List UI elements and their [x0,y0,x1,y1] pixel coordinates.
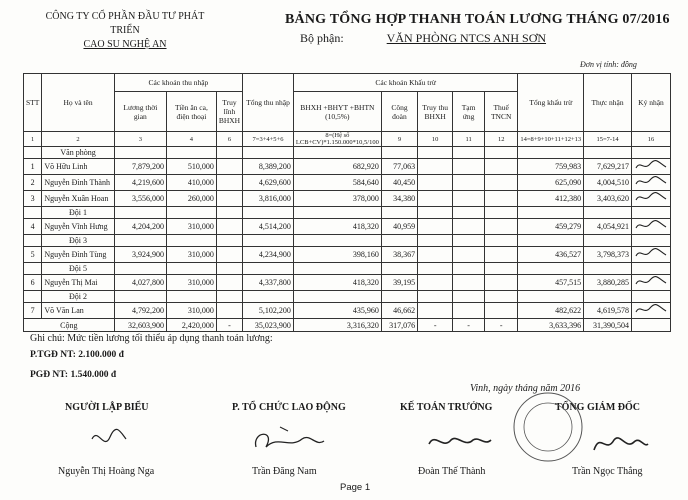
empty-cell [453,235,485,247]
column-number: 2 [42,132,114,147]
empty-cell [484,235,517,247]
cell-bhxh: 398,160 [293,247,381,263]
empty-cell [453,291,485,303]
cell-bhxh: 418,320 [293,275,381,291]
cell-ins [216,191,242,207]
empty-cell [518,263,584,275]
column-number: 4 [167,132,217,147]
empty-cell [381,207,417,219]
header-bhxh-back: Truy thu BHXH [418,92,453,132]
signer-role-1: NGƯỜI LẬP BIỂU [65,402,149,413]
signature-mark [634,191,668,204]
header-union: Công đoàn [381,92,417,132]
cell-adv [453,303,485,319]
row-stt: 6 [24,275,42,291]
cell-bhxh: 682,920 [293,159,381,175]
department [300,31,546,46]
cell-net: 7,629,217 [584,159,632,175]
table-row [24,303,671,319]
table-row [24,175,671,191]
header-total-deduction: Tổng khấu trừ [518,74,584,132]
row-name: Nguyễn Đình Thành [42,175,114,191]
cell-salary: 3,556,000 [114,191,166,207]
empty-cell [216,235,242,247]
signer-role-3: KẾ TOÁN TRƯỞNG [400,402,493,413]
column-number-row [24,132,671,147]
signature-mark [634,275,668,288]
group-label: Đội 2 [42,291,114,303]
cell-ins [216,303,242,319]
cell-salary: 4,219,600 [114,175,166,191]
cell-total: 4,337,800 [243,275,294,291]
header-name: Họ và tên [42,74,114,132]
signature-4 [590,428,650,458]
empty-cell [114,147,166,159]
empty-cell [167,235,217,247]
empty-cell [418,147,453,159]
cell-net: 3,798,373 [584,247,632,263]
total-ins: - [216,319,242,332]
signature-cell [631,275,670,291]
cell-back [418,175,453,191]
cell-tax [484,275,517,291]
group-label: Đội 1 [42,207,114,219]
empty-cell [381,147,417,159]
total-back: - [418,319,453,332]
empty-cell [453,263,485,275]
empty-cell [418,291,453,303]
cell-meal: 310,000 [167,247,217,263]
group-label: Đội 5 [42,263,114,275]
header-meal: Tiền ăn ca, điện thoại [167,92,217,132]
group-label: Văn phòng [42,147,114,159]
header-tax: Thuế TNCN [484,92,517,132]
column-number: 15=7-14 [584,132,632,147]
group-row [24,147,671,159]
cell-ded: 412,380 [518,191,584,207]
header-sign: Ký nhận [631,74,670,132]
empty-cell [243,291,294,303]
group-stt [24,263,42,275]
cell-adv [453,219,485,235]
cell-union: 34,380 [381,191,417,207]
cell-ins [216,247,242,263]
cell-meal: 410,000 [167,175,217,191]
header-stt: STT [24,74,42,132]
empty-cell [243,147,294,159]
empty-cell [114,207,166,219]
company-line2: CAO SU NGHỆ AN [83,39,167,50]
empty-cell [484,291,517,303]
cell-ins [216,275,242,291]
total-meal: 2,420,000 [167,319,217,332]
empty-cell [293,291,381,303]
column-number: 16 [631,132,670,147]
table-row [24,191,671,207]
cell-net: 4,054,921 [584,219,632,235]
empty-cell [114,263,166,275]
empty-cell [381,263,417,275]
total-adv: - [453,319,485,332]
empty-cell [418,263,453,275]
payroll-table [23,73,671,332]
company-name [40,10,210,52]
row-stt: 4 [24,219,42,235]
cell-adv [453,275,485,291]
cell-tax [484,191,517,207]
header-deduction-group: Các khoản Khấu trừ [293,74,517,92]
empty-cell [631,207,670,219]
table-row [24,247,671,263]
row-name: Nguyễn Xuân Hoan [42,191,114,207]
cell-total: 3,816,000 [243,191,294,207]
cell-union: 40,959 [381,219,417,235]
empty-cell [518,235,584,247]
signer-name-3: Đoàn Thế Thành [418,466,486,477]
signature-mark [634,303,668,316]
signature-cell [631,191,670,207]
empty-cell [584,207,632,219]
column-number: 6 [216,132,242,147]
cell-back [418,159,453,175]
company-line1: CÔNG TY CỔ PHẦN ĐẦU TƯ PHÁT TRIỂN [45,11,205,36]
column-number: 11 [453,132,485,147]
signature-cell [631,175,670,191]
department-value: VĂN PHÒNG NTCS ANH SƠN [386,31,547,45]
empty-cell [293,147,381,159]
group-stt [24,207,42,219]
empty-cell [484,147,517,159]
empty-cell [484,263,517,275]
group-row [24,207,671,219]
company-seal [498,385,598,465]
cell-net: 3,403,620 [584,191,632,207]
cell-meal: 310,000 [167,275,217,291]
cell-ins [216,219,242,235]
cell-bhxh: 435,960 [293,303,381,319]
empty-cell [293,207,381,219]
cell-ded: 482,622 [518,303,584,319]
header-bhxh: BHXH +BHYT +BHTN (10,5%) [293,92,381,132]
column-number: 8=(Hệ số LCB+CV)*1.150.000*10,5/100 [293,132,381,147]
cell-union: 40,450 [381,175,417,191]
cell-meal: 260,000 [167,191,217,207]
total-ded: 3,633,396 [518,319,584,332]
empty-cell [418,207,453,219]
row-name: Nguyễn Thị Mai [42,275,114,291]
column-number: 3 [114,132,166,147]
cell-net: 4,619,578 [584,303,632,319]
header-salary: Lương thời gian [114,92,166,132]
group-row [24,263,671,275]
empty-cell [518,207,584,219]
row-stt: 1 [24,159,42,175]
cell-ded: 459,279 [518,219,584,235]
empty-cell [381,291,417,303]
total-union: 317,076 [381,319,417,332]
empty-cell [216,207,242,219]
cell-tax [484,159,517,175]
page-number: Page 1 [340,482,371,493]
empty-cell [114,291,166,303]
row-name: Nguyễn Đình Tùng [42,247,114,263]
signature-mark [634,175,668,188]
pgd-wage: PGĐ NT: 1.540.000 đ [30,370,117,380]
empty-cell [584,235,632,247]
cell-tax [484,247,517,263]
cell-ded: 436,527 [518,247,584,263]
row-stt: 3 [24,191,42,207]
row-name: Võ Hữu Linh [42,159,114,175]
column-number: 12 [484,132,517,147]
empty-cell [216,291,242,303]
table-row [24,219,671,235]
empty-cell [518,291,584,303]
signature-1 [90,425,130,453]
empty-cell [167,263,217,275]
empty-cell [453,207,485,219]
column-number: 14=8+9+10+11+12+13 [518,132,584,147]
total-label: Cộng [24,319,115,332]
empty-cell [216,263,242,275]
cell-tax [484,175,517,191]
empty-cell [631,319,670,332]
ptgd-wage: P.TGĐ NT: 2.100.000 đ [30,350,124,360]
total-total: 35,023,900 [243,319,294,332]
header-insurance-back: Truy lĩnh BHXH [216,92,242,132]
cell-total: 8,389,200 [243,159,294,175]
cell-back [418,191,453,207]
empty-cell [418,235,453,247]
unit-label: Đơn vị tính: đồng [580,60,637,69]
date-line: Vinh, ngày tháng năm 2016 [470,383,581,394]
department-label: Bộ phận: [300,31,344,45]
cell-salary: 7,879,200 [114,159,166,175]
empty-cell [631,263,670,275]
group-stt [24,147,42,159]
signer-name-1: Nguyễn Thị Hoàng Nga [58,466,155,477]
cell-ded: 759,983 [518,159,584,175]
empty-cell [631,291,670,303]
header-total-income: Tổng thu nhập [243,74,294,132]
cell-union: 38,367 [381,247,417,263]
cell-union: 77,063 [381,159,417,175]
cell-adv [453,191,485,207]
empty-cell [631,235,670,247]
signature-cell [631,303,670,319]
cell-union: 39,195 [381,275,417,291]
signer-role-4: TỔNG GIÁM ĐỐC [555,402,640,413]
cell-back [418,275,453,291]
group-row [24,291,671,303]
cell-back [418,219,453,235]
empty-cell [167,291,217,303]
table-row [24,159,671,175]
total-tax: - [484,319,517,332]
cell-salary: 4,027,800 [114,275,166,291]
cell-net: 4,004,510 [584,175,632,191]
empty-cell [381,235,417,247]
empty-cell [167,207,217,219]
cell-adv [453,175,485,191]
header-advance: Tạm ứng [453,92,485,132]
cell-total: 4,629,600 [243,175,294,191]
empty-cell [293,263,381,275]
signature-cell [631,247,670,263]
cell-ded: 457,515 [518,275,584,291]
empty-cell [243,235,294,247]
cell-meal: 510,000 [167,159,217,175]
row-stt: 2 [24,175,42,191]
empty-cell [293,235,381,247]
cell-meal: 310,000 [167,219,217,235]
total-salary: 32,603,900 [114,319,166,332]
empty-cell [631,147,670,159]
cell-union: 46,662 [381,303,417,319]
empty-cell [584,263,632,275]
row-name: Nguyễn Vĩnh Hưng [42,219,114,235]
cell-total: 4,234,900 [243,247,294,263]
total-row [24,319,671,332]
signature-cell [631,219,670,235]
empty-cell [584,291,632,303]
row-stt: 5 [24,247,42,263]
signer-name-4: Trần Ngọc Thắng [572,466,643,477]
cell-back [418,247,453,263]
cell-total: 5,102,200 [243,303,294,319]
cell-ins [216,175,242,191]
cell-ins [216,159,242,175]
group-stt [24,291,42,303]
cell-meal: 310,000 [167,303,217,319]
cell-bhxh: 418,320 [293,219,381,235]
signer-name-2: Trần Đăng Nam [252,466,317,477]
signer-role-2: P. TỔ CHỨC LAO ĐỘNG [232,402,346,413]
row-stt: 7 [24,303,42,319]
column-number: 10 [418,132,453,147]
group-stt [24,235,42,247]
group-label: Đội 3 [42,235,114,247]
cell-back [418,303,453,319]
cell-net: 3,880,285 [584,275,632,291]
signature-mark [634,247,668,260]
header-net: Thực nhận [584,74,632,132]
cell-bhxh: 378,000 [293,191,381,207]
cell-salary: 3,924,900 [114,247,166,263]
cell-total: 4,514,200 [243,219,294,235]
empty-cell [518,147,584,159]
cell-bhxh: 584,640 [293,175,381,191]
table-row [24,275,671,291]
empty-cell [167,147,217,159]
empty-cell [243,207,294,219]
column-number: 1 [24,132,42,147]
empty-cell [114,235,166,247]
total-net: 31,390,504 [584,319,632,332]
cell-adv [453,247,485,263]
empty-cell [243,263,294,275]
signature-mark [634,159,668,172]
cell-salary: 4,792,200 [114,303,166,319]
signature-cell [631,159,670,175]
signature-3 [425,428,495,454]
column-number: 9 [381,132,417,147]
cell-adv [453,159,485,175]
signature-mark [634,219,668,232]
cell-ded: 625,090 [518,175,584,191]
cell-tax [484,303,517,319]
cell-salary: 4,204,200 [114,219,166,235]
total-bhxh: 3,316,320 [293,319,381,332]
note: Ghi chú: Mức tiền lương tối thiểu áp dụng thanh toán lương: [30,333,273,344]
empty-cell [584,147,632,159]
column-number: 7=3+4+5+6 [243,132,294,147]
empty-cell [216,147,242,159]
header-income-group: Các khoản thu nhập [114,74,242,92]
document-title: BẢNG TỔNG HỢP THANH TOÁN LƯƠNG THÁNG 07/2016 [285,12,670,27]
empty-cell [453,147,485,159]
signature-2 [250,425,330,455]
row-name: Võ Văn Lan [42,303,114,319]
group-row [24,235,671,247]
empty-cell [484,207,517,219]
cell-tax [484,219,517,235]
